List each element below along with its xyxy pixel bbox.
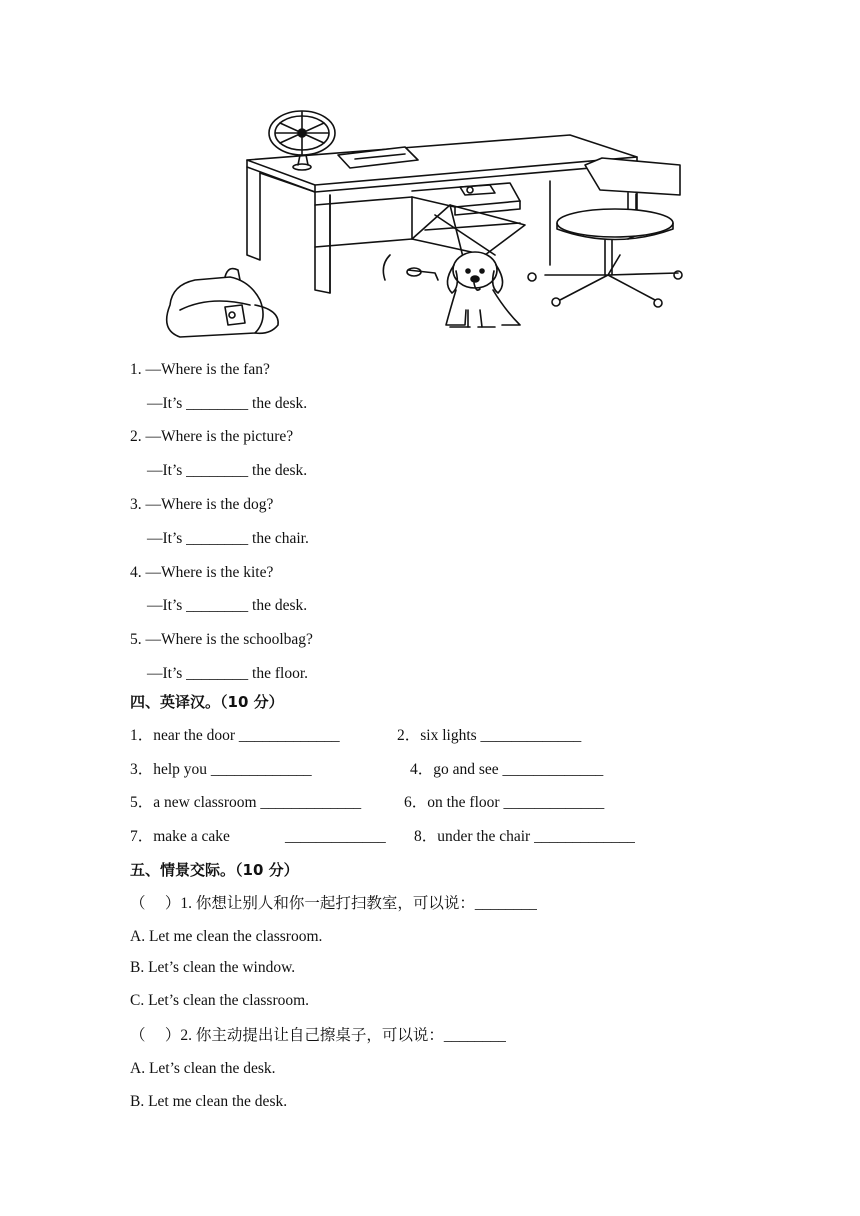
translate-item-1: 1．near the door _____________ bbox=[130, 727, 340, 744]
situation-q2-option-a: A. Let’s clean the desk. bbox=[130, 1060, 276, 1077]
answer-1-text: —It’s ________ the desk. bbox=[147, 395, 308, 412]
situation-q1-option-c: C. Let’s clean the classroom. bbox=[130, 992, 310, 1009]
answer-3-text: —It’s ________ the chair. bbox=[147, 530, 309, 547]
translate-item-2: 2．six lights _____________ bbox=[397, 727, 582, 744]
schoolbag-drawing bbox=[167, 269, 278, 337]
answer-4-text: —It’s ________ the desk. bbox=[147, 597, 308, 614]
question-4-text: 4. —Where is the kite? bbox=[130, 564, 274, 581]
section-5-heading: 五、情景交际。（10 分） bbox=[130, 861, 299, 879]
situation-q2-option-b: B. Let me clean the desk. bbox=[130, 1093, 288, 1110]
translate-item-8: 8．under the chair _____________ bbox=[414, 828, 635, 845]
answer-2-text: —It’s ________ the desk. bbox=[147, 462, 308, 479]
translate-item-5: 5．a new classroom _____________ bbox=[130, 794, 362, 811]
question-5-text: 5. —Where is the schoolbag? bbox=[130, 631, 313, 648]
translate-item-3: 3．help you _____________ bbox=[130, 761, 312, 778]
desk-scene-illustration bbox=[150, 105, 690, 345]
section-4-heading: 四、英译汉。（10 分） bbox=[130, 693, 284, 711]
translate-item-4: 4．go and see _____________ bbox=[410, 761, 604, 778]
translate-item-7: 7．make a cake bbox=[130, 828, 230, 845]
question-1-text: 1. —Where is the fan? bbox=[130, 361, 270, 378]
situation-question-2: （ ）2. 你主动提出让自己擦桌子，可以说：________ bbox=[130, 1027, 506, 1044]
dog-drawing bbox=[446, 252, 520, 327]
situation-question-1: （ ）1. 你想让别人和你一起打扫教室，可以说：________ bbox=[130, 895, 537, 912]
chair-drawing bbox=[528, 158, 682, 307]
kite-string-drawing bbox=[383, 255, 438, 280]
situation-q1-option-a: A. Let me clean the classroom. bbox=[130, 928, 323, 945]
translate-item-7-blank: _____________ bbox=[285, 828, 386, 845]
answer-5-text: —It’s ________ the floor. bbox=[147, 665, 309, 682]
situation-q1-option-b: B. Let’s clean the window. bbox=[130, 959, 296, 976]
translate-item-6: 6．on the floor _____________ bbox=[404, 794, 605, 811]
question-3-text: 3. —Where is the dog? bbox=[130, 496, 274, 513]
question-2-text: 2. —Where is the picture? bbox=[130, 428, 294, 445]
